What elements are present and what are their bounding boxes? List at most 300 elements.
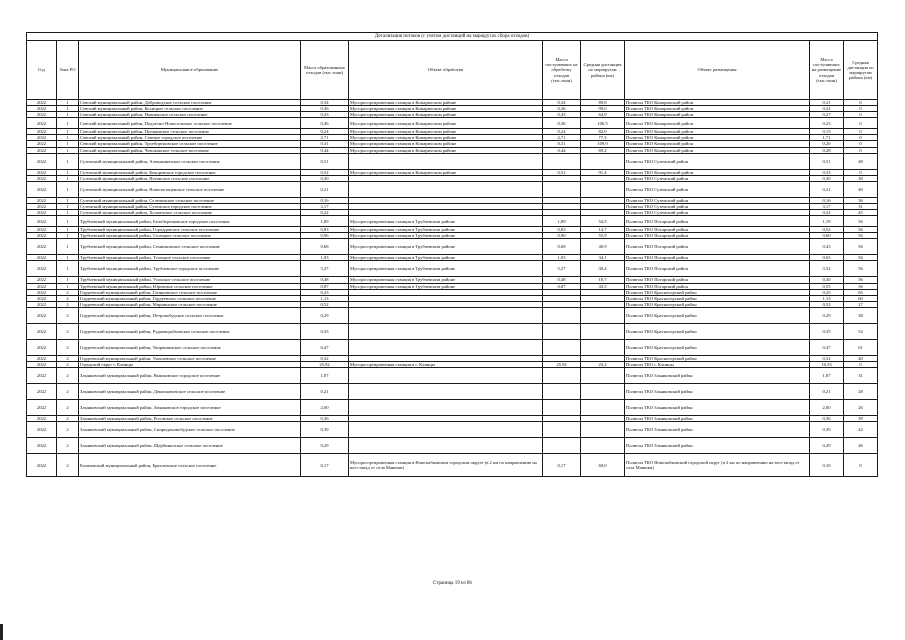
cell-avg-distance-disposal: 0 bbox=[844, 141, 878, 147]
cell-avg-distance-disposal: 42 bbox=[844, 422, 878, 438]
cell-avg-distance-processing: 14,7 bbox=[581, 227, 625, 233]
cell-zone: 2 bbox=[57, 384, 79, 400]
cell-municipality: Гордеевский муниципальный район, Творишинское сельское поселение bbox=[79, 339, 301, 355]
cell-mass-generated: 0,43 bbox=[301, 112, 349, 118]
cell-zone: 1 bbox=[57, 277, 79, 283]
cell-avg-distance-processing bbox=[581, 323, 625, 339]
cell-mass-generated: 0,44 bbox=[301, 147, 349, 153]
cell-processing-object: Мусоросортировочная станция в Комаричском районе bbox=[349, 169, 543, 175]
cell-municipality: Суземский муниципальный район, Негинское сельское поселение bbox=[79, 175, 301, 181]
cell-avg-distance-disposal: 40 bbox=[844, 355, 878, 361]
cell-municipality: Климовский муниципальный район, Брахловское сельское поселение bbox=[79, 454, 301, 477]
cell-processing-object bbox=[349, 153, 543, 169]
cell-avg-distance-processing: 91,4 bbox=[581, 169, 625, 175]
cell-disposal-object: Полигон ТКО Суземский район bbox=[625, 175, 810, 181]
cell-avg-distance-processing: 89,8 bbox=[581, 100, 625, 106]
cell-disposal-object: Полигон ТКО Комаричский район bbox=[625, 147, 810, 153]
cell-avg-distance-disposal: 31 bbox=[844, 203, 878, 209]
cell-avg-distance-processing: 64,9 bbox=[581, 112, 625, 118]
cell-disposal-object: Полигон ТКО Красногорский район bbox=[625, 307, 810, 323]
cell-processing-object: Мусоросортировочная станция в Комаричском районе bbox=[349, 141, 543, 147]
cell-municipality: Злынковский муниципальный район, Злынковское городское поселение bbox=[79, 400, 301, 416]
cell-disposal-object: Полигон ТКО Погарский район bbox=[625, 261, 810, 277]
cell-mass-to-disposal: 0,43 bbox=[810, 239, 844, 255]
cell-municipality: Суземский муниципальный район, Кокоревское городское поселение bbox=[79, 169, 301, 175]
cell-zone: 2 bbox=[57, 323, 79, 339]
cell-processing-object: Мусоросортировочная станция в Комаричском районе bbox=[349, 112, 543, 118]
cell-avg-distance-processing: 82,0 bbox=[581, 129, 625, 135]
cell-mass-to-processing bbox=[543, 400, 581, 416]
cell-zone: 2 bbox=[57, 368, 79, 384]
cell-municipality: Севский муниципальный район, Доброводское сельское поселение bbox=[79, 100, 301, 106]
cell-zone: 2 bbox=[57, 438, 79, 454]
page-number: Страница 19 из 86 bbox=[433, 581, 472, 586]
cell-mass-generated: 0,68 bbox=[301, 239, 349, 255]
cell-year: 2022 bbox=[27, 454, 57, 477]
cell-avg-distance-processing: 77,3 bbox=[581, 135, 625, 141]
cell-mass-generated: 0,36 bbox=[301, 416, 349, 422]
cell-mass-to-disposal: 0,60 bbox=[810, 233, 844, 239]
cell-mass-to-processing: 25,92 bbox=[543, 361, 581, 367]
cell-municipality: Злынковский муниципальный район, Спиридоновобудское сельское поселение bbox=[79, 422, 301, 438]
table-row bbox=[27, 307, 878, 323]
cell-mass-to-disposal: 1,07 bbox=[810, 368, 844, 384]
cell-municipality: Трубчевский муниципальный район, Белоберезковское городское поселение bbox=[79, 216, 301, 227]
cell-mass-to-disposal: 16,33 bbox=[810, 361, 844, 367]
cell-mass-generated: 0,39 bbox=[301, 422, 349, 438]
cell-disposal-object: Полигон ТКО Злынковский район bbox=[625, 368, 810, 384]
cell-mass-generated: 2,71 bbox=[301, 135, 349, 141]
cell-processing-object: Мусоросортировочная станция в Комаричском районе bbox=[349, 106, 543, 112]
cell-mass-to-disposal: 0,21 bbox=[810, 100, 844, 106]
cell-mass-to-processing bbox=[543, 368, 581, 384]
cell-avg-distance-processing bbox=[581, 438, 625, 454]
cell-year: 2022 bbox=[27, 422, 57, 438]
cell-avg-distance-processing bbox=[581, 400, 625, 416]
table-caption: Детализация потоков (с учетом дистанций на маршрутах сбора отходов) bbox=[27, 33, 878, 41]
cell-mass-to-processing: 0,83 bbox=[543, 227, 581, 233]
cell-mass-to-processing: 0,48 bbox=[543, 277, 581, 283]
cell-avg-distance-processing bbox=[581, 307, 625, 323]
cell-avg-distance-processing: 43,3 bbox=[581, 283, 625, 289]
cell-avg-distance-disposal: 56 bbox=[844, 261, 878, 277]
cell-disposal-object: Полигон ТКО Погарский район bbox=[625, 255, 810, 261]
cell-disposal-object: Полигон ТКО Погарский район bbox=[625, 239, 810, 255]
cell-mass-to-disposal: 0,29 bbox=[810, 438, 844, 454]
cell-municipality: Севский муниципальный район, Троебортновское сельское поселение bbox=[79, 141, 301, 147]
cell-avg-distance-disposal: 38 bbox=[844, 307, 878, 323]
cell-processing-object: Мусоросортировочная станция в Комаричском районе bbox=[349, 147, 543, 153]
cell-disposal-object: Полигон ТКО Злынковский район bbox=[625, 422, 810, 438]
cell-mass-generated: 0,24 bbox=[301, 129, 349, 135]
cell-zone: 2 bbox=[57, 454, 79, 477]
waste-flow-table bbox=[26, 32, 878, 477]
cell-mass-generated: 0,31 bbox=[301, 141, 349, 147]
cell-municipality: Трубчевский муниципальный район, Трубчевское городское поселение bbox=[79, 261, 301, 277]
cell-zone: 1 bbox=[57, 261, 79, 277]
cell-avg-distance-processing bbox=[581, 153, 625, 169]
cell-avg-distance-disposal: 56 bbox=[844, 255, 878, 261]
cell-mass-to-processing: 0,44 bbox=[543, 147, 581, 153]
cell-disposal-object: Полигон ТКО Суземский район bbox=[625, 203, 810, 209]
cell-mass-to-disposal: 0,29 bbox=[810, 307, 844, 323]
cell-mass-generated: 0,51 bbox=[301, 153, 349, 169]
cell-disposal-object: Полигон ТКО Красногорский район bbox=[625, 295, 810, 301]
cell-zone: 1 bbox=[57, 227, 79, 233]
cell-processing-object: Мусоросортировочная станция в Трубчевском районе bbox=[349, 227, 543, 233]
cell-disposal-object: Полигон ТКО Погарский район bbox=[625, 277, 810, 283]
cell-year: 2022 bbox=[27, 227, 57, 233]
cell-mass-generated: 0,29 bbox=[301, 307, 349, 323]
cell-avg-distance-disposal: 0 bbox=[844, 454, 878, 477]
cell-mass-to-processing: 0,68 bbox=[543, 239, 581, 255]
table-row bbox=[27, 323, 878, 339]
cell-mass-to-disposal: 0,52 bbox=[810, 301, 844, 307]
table-row bbox=[27, 118, 878, 129]
cell-year: 2022 bbox=[27, 368, 57, 384]
cell-zone: 1 bbox=[57, 283, 79, 289]
header-mass-to-processing: Масса поступивших на обработку отходов (тыс.тонн) bbox=[543, 41, 581, 100]
cell-year: 2022 bbox=[27, 181, 57, 197]
cell-municipality: Суземский муниципальный район, Суземское городское поселение bbox=[79, 203, 301, 209]
cell-year: 2022 bbox=[27, 216, 57, 227]
cell-municipality: Гордеевский муниципальный район, Уношевское сельское поселение bbox=[79, 355, 301, 361]
cell-processing-object: Мусоросортировочная станция в Трубчевском районе bbox=[349, 216, 543, 227]
cell-mass-to-processing bbox=[543, 438, 581, 454]
cell-mass-generated: 0,87 bbox=[301, 283, 349, 289]
cell-mass-to-disposal: 1,13 bbox=[810, 295, 844, 301]
cell-mass-to-disposal: 2,00 bbox=[810, 400, 844, 416]
cell-zone: 2 bbox=[57, 416, 79, 422]
cell-municipality: Трубчевский муниципальный район, Семячковское сельское поселение bbox=[79, 239, 301, 255]
cell-mass-to-disposal: 0,55 bbox=[810, 283, 844, 289]
cell-zone: 1 bbox=[57, 169, 79, 175]
cell-disposal-object: Полигон ТКО г. Клинцы bbox=[625, 361, 810, 367]
cell-mass-to-disposal: 3,17 bbox=[810, 203, 844, 209]
cell-mass-generated: 0,22 bbox=[301, 210, 349, 216]
cell-avg-distance-disposal: 26 bbox=[844, 400, 878, 416]
cell-zone: 1 bbox=[57, 216, 79, 227]
cell-mass-generated: 0,21 bbox=[301, 384, 349, 400]
cell-year: 2022 bbox=[27, 106, 57, 112]
cell-avg-distance-processing: 100,5 bbox=[581, 118, 625, 129]
cell-zone: 1 bbox=[57, 141, 79, 147]
cell-mass-generated: 1,89 bbox=[301, 216, 349, 227]
cell-mass-to-disposal: 3,32 bbox=[810, 261, 844, 277]
cell-disposal-object: Полигон ТКО Новозыбковский городской округ (в 2 км по направлению на юго-запад от села Манюки) bbox=[625, 454, 810, 477]
cell-mass-to-processing: 0,52 bbox=[543, 169, 581, 175]
cell-mass-to-processing bbox=[543, 153, 581, 169]
cell-mass-to-disposal: 0,33 bbox=[810, 169, 844, 175]
cell-avg-distance-disposal: 52 bbox=[844, 323, 878, 339]
cell-zone: 1 bbox=[57, 175, 79, 181]
cell-avg-distance-disposal: 0 bbox=[844, 100, 878, 106]
cell-zone: 1 bbox=[57, 118, 79, 129]
cell-zone: 2 bbox=[57, 339, 79, 355]
cell-mass-to-disposal: 0,65 bbox=[810, 255, 844, 261]
table-row bbox=[27, 400, 878, 416]
cell-mass-to-disposal: 0,22 bbox=[810, 210, 844, 216]
cell-disposal-object: Полигон ТКО Погарский район bbox=[625, 216, 810, 227]
cell-zone: 1 bbox=[57, 233, 79, 239]
cell-disposal-object: Полигон ТКО Комаричский район bbox=[625, 112, 810, 118]
cell-processing-object: Мусоросортировочная станция в Комаричском районе bbox=[349, 100, 543, 106]
cell-avg-distance-disposal: 56 bbox=[844, 239, 878, 255]
cell-mass-to-disposal: 0,10 bbox=[810, 454, 844, 477]
header-avg-distance-disposal: Средняя дистанция по маршрутам района (км) bbox=[844, 41, 878, 100]
cell-disposal-object: Полигон ТКО Красногорский район bbox=[625, 289, 810, 295]
cell-avg-distance-disposal: 28 bbox=[844, 384, 878, 400]
cell-year: 2022 bbox=[27, 203, 57, 209]
cell-mass-to-disposal: 0,36 bbox=[810, 416, 844, 422]
cell-avg-distance-disposal: 0 bbox=[844, 112, 878, 118]
cell-zone: 1 bbox=[57, 239, 79, 255]
cell-avg-distance-processing bbox=[581, 384, 625, 400]
cell-mass-to-processing: 0,24 bbox=[543, 129, 581, 135]
cell-processing-object: Мусоросортировочная станция в Трубчевском районе bbox=[349, 283, 543, 289]
cell-year: 2022 bbox=[27, 233, 57, 239]
cell-mass-generated: 0,52 bbox=[301, 301, 349, 307]
cell-processing-object bbox=[349, 368, 543, 384]
cell-mass-generated: 0,29 bbox=[301, 438, 349, 454]
cell-zone: 2 bbox=[57, 295, 79, 301]
table-row bbox=[27, 422, 878, 438]
cell-disposal-object: Полигон ТКО Комаричский район bbox=[625, 118, 810, 129]
cell-disposal-object: Полигон ТКО Комаричский район bbox=[625, 169, 810, 175]
cell-municipality: Севский муниципальный район, Новоямское сельское поселение bbox=[79, 112, 301, 118]
cell-processing-object: Мусоросортировочная станция в Комаричском районе bbox=[349, 118, 543, 129]
cell-year: 2022 bbox=[27, 175, 57, 181]
cell-zone: 1 bbox=[57, 147, 79, 153]
cell-year: 2022 bbox=[27, 129, 57, 135]
header-mass-to-disposal: Масса поступивших на размещение отходов (тыс.тонн) bbox=[810, 41, 844, 100]
cell-processing-object: Мусоросортировочная станция в Комаричском районе bbox=[349, 135, 543, 141]
table-row bbox=[27, 216, 878, 227]
cell-year: 2022 bbox=[27, 416, 57, 422]
cell-processing-object bbox=[349, 307, 543, 323]
cell-mass-to-disposal: 0,25 bbox=[810, 289, 844, 295]
cell-avg-distance-processing: 109,9 bbox=[581, 141, 625, 147]
cell-mass-to-disposal: 1,71 bbox=[810, 135, 844, 141]
cell-processing-object bbox=[349, 339, 543, 355]
cell-year: 2022 bbox=[27, 361, 57, 367]
cell-mass-to-disposal: 0,51 bbox=[810, 153, 844, 169]
cell-year: 2022 bbox=[27, 112, 57, 118]
cell-mass-to-disposal: 0,28 bbox=[810, 147, 844, 153]
cell-municipality: Трубчевский муниципальный район, Юровское сельское поселение bbox=[79, 283, 301, 289]
cell-avg-distance-processing: 60,0 bbox=[581, 454, 625, 477]
cell-mass-to-processing: 0,87 bbox=[543, 283, 581, 289]
cell-mass-to-disposal: 0,27 bbox=[810, 112, 844, 118]
cell-processing-object bbox=[349, 323, 543, 339]
cell-zone: 2 bbox=[57, 422, 79, 438]
cell-zone: 1 bbox=[57, 112, 79, 118]
cell-year: 2022 bbox=[27, 261, 57, 277]
cell-year: 2022 bbox=[27, 147, 57, 153]
cell-zone: 1 bbox=[57, 135, 79, 141]
cell-mass-to-disposal: 0,30 bbox=[810, 277, 844, 283]
cell-avg-distance-disposal: 0 bbox=[844, 129, 878, 135]
cell-year: 2022 bbox=[27, 135, 57, 141]
cell-disposal-object: Полигон ТКО Комаричский район bbox=[625, 141, 810, 147]
cell-disposal-object: Полигон ТКО Красногорский район bbox=[625, 339, 810, 355]
cell-avg-distance-disposal: 56 bbox=[844, 227, 878, 233]
cell-mass-to-processing bbox=[543, 307, 581, 323]
cell-municipality: Гордеевский муниципальный район, Рудневоробьевское сельское поселение bbox=[79, 323, 301, 339]
cell-processing-object bbox=[349, 422, 543, 438]
cell-mass-generated: 0,47 bbox=[301, 339, 349, 355]
cell-mass-to-disposal: 0,21 bbox=[810, 181, 844, 197]
cell-avg-distance-processing: 99,0 bbox=[581, 106, 625, 112]
cell-avg-distance-processing: 30,4 bbox=[581, 261, 625, 277]
cell-disposal-object: Полигон ТКО Суземский район bbox=[625, 181, 810, 197]
cell-municipality: Гордеевский муниципальный район, Гордеевское сельское поселение bbox=[79, 295, 301, 301]
cell-disposal-object: Полигон ТКО Злынковский район bbox=[625, 416, 810, 422]
cell-disposal-object: Полигон ТКО Погарский район bbox=[625, 227, 810, 233]
cell-avg-distance-disposal: 46 bbox=[844, 438, 878, 454]
cell-municipality: Трубчевский муниципальный район, Телецкое сельское поселение bbox=[79, 255, 301, 261]
cell-municipality: Гордеевский муниципальный район, Мирнинское сельское поселение bbox=[79, 301, 301, 307]
cell-year: 2022 bbox=[27, 277, 57, 283]
cell-zone: 1 bbox=[57, 197, 79, 203]
table-row bbox=[27, 261, 878, 277]
table-header-row bbox=[27, 41, 878, 100]
cell-year: 2022 bbox=[27, 384, 57, 400]
cell-processing-object: Мусоросортировочная станция в Трубчевском районе bbox=[349, 239, 543, 255]
cell-disposal-object: Полигон ТКО Суземский район bbox=[625, 153, 810, 169]
cell-disposal-object: Полигон ТКО Красногорский район bbox=[625, 355, 810, 361]
table-row bbox=[27, 438, 878, 454]
table-body bbox=[27, 100, 878, 477]
cell-mass-generated: 5,27 bbox=[301, 261, 349, 277]
cell-year: 2022 bbox=[27, 197, 57, 203]
cell-mass-to-processing: 1,03 bbox=[543, 255, 581, 261]
cell-avg-distance-disposal: 30 bbox=[844, 175, 878, 181]
cell-mass-to-processing: 0,36 bbox=[543, 106, 581, 112]
cell-year: 2022 bbox=[27, 210, 57, 216]
cell-processing-object: Мусоросортировочная станция в Новозыбковском городском округе (в 2 км по направлению на юго-запад от села Манюки) bbox=[349, 454, 543, 477]
cell-year: 2022 bbox=[27, 355, 57, 361]
cell-avg-distance-processing: 40,9 bbox=[581, 239, 625, 255]
cell-mass-to-disposal: 0,22 bbox=[810, 106, 844, 112]
cell-processing-object: Мусоросортировочная станция в Трубчевском районе bbox=[349, 261, 543, 277]
cell-processing-object: Мусоросортировочная станция в Трубчевском районе bbox=[349, 255, 543, 261]
cell-avg-distance-disposal: 56 bbox=[844, 283, 878, 289]
cell-municipality: Суземский муниципальный район, Селечинское сельское поселение bbox=[79, 197, 301, 203]
table-row bbox=[27, 454, 878, 477]
cell-municipality: Гордеевский муниципальный район, Глинновское сельское поселение bbox=[79, 289, 301, 295]
cell-disposal-object: Полигон ТКО Погарский район bbox=[625, 233, 810, 239]
cell-municipality: Городской округ г. Клинцы bbox=[79, 361, 301, 367]
cell-avg-distance-disposal: 40 bbox=[844, 181, 878, 197]
header-mass-generated: Масса образованных отходов (тыс.тонн) bbox=[301, 41, 349, 100]
cell-year: 2022 bbox=[27, 438, 57, 454]
cell-municipality: Злынковский муниципальный район, Роговское сельское поселение bbox=[79, 416, 301, 422]
cell-mass-to-disposal: 0,21 bbox=[810, 384, 844, 400]
cell-mass-to-processing: 5,27 bbox=[543, 261, 581, 277]
cell-avg-distance-processing: 55,9 bbox=[581, 233, 625, 239]
cell-mass-generated: 0,25 bbox=[301, 289, 349, 295]
cell-year: 2022 bbox=[27, 255, 57, 261]
cell-disposal-object: Полигон ТКО Погарский район bbox=[625, 283, 810, 289]
cell-mass-generated: 2,00 bbox=[301, 400, 349, 416]
cell-municipality: Трубчевский муниципальный район, Усохское сельское поселение bbox=[79, 277, 301, 283]
cell-disposal-object: Полигон ТКО Злынковский район bbox=[625, 400, 810, 416]
cell-mass-to-processing: 0,43 bbox=[543, 112, 581, 118]
cell-avg-distance-processing: 34,1 bbox=[581, 255, 625, 261]
cell-municipality: Злынковский муниципальный район, Вышковское городское поселение bbox=[79, 368, 301, 384]
cell-municipality: Суземский муниципальный район, Алешковичское сельское поселение bbox=[79, 153, 301, 169]
cell-mass-to-processing: 0,36 bbox=[543, 118, 581, 129]
cell-mass-to-processing bbox=[543, 422, 581, 438]
cell-avg-distance-disposal: 48 bbox=[844, 153, 878, 169]
cell-processing-object: Мусоросортировочная станция в Трубчевском районе bbox=[349, 277, 543, 283]
cell-disposal-object: Полигон ТКО Комаричский район bbox=[625, 129, 810, 135]
cell-disposal-object: Полигон ТКО Злынковский район bbox=[625, 384, 810, 400]
cell-mass-to-disposal: 0,52 bbox=[810, 227, 844, 233]
cell-mass-to-disposal: 0,47 bbox=[810, 339, 844, 355]
cell-avg-distance-processing bbox=[581, 422, 625, 438]
cell-mass-to-processing: 0,96 bbox=[543, 233, 581, 239]
cell-mass-to-processing: 0,31 bbox=[543, 141, 581, 147]
cell-avg-distance-disposal: 31 bbox=[844, 368, 878, 384]
cell-mass-generated: 0,17 bbox=[301, 454, 349, 477]
cell-mass-generated: 0,52 bbox=[301, 169, 349, 175]
document-sheet bbox=[26, 32, 877, 477]
cell-avg-distance-disposal: 0 bbox=[844, 147, 878, 153]
cell-mass-generated: 1,13 bbox=[301, 295, 349, 301]
cell-year: 2022 bbox=[27, 100, 57, 106]
table-row bbox=[27, 239, 878, 255]
cell-mass-generated: 0,96 bbox=[301, 233, 349, 239]
cell-avg-distance-disposal: 39 bbox=[844, 416, 878, 422]
cell-avg-distance-processing bbox=[581, 339, 625, 355]
cell-year: 2022 bbox=[27, 307, 57, 323]
cell-mass-generated: 0,35 bbox=[301, 323, 349, 339]
cell-mass-to-processing: 0,34 bbox=[543, 100, 581, 106]
cell-year: 2022 bbox=[27, 289, 57, 295]
cell-disposal-object: Полигон ТКО Комаричский район bbox=[625, 106, 810, 112]
cell-disposal-object: Полигон ТКО Красногорский район bbox=[625, 323, 810, 339]
cell-mass-to-disposal: 1,19 bbox=[810, 216, 844, 227]
cell-municipality: Севский муниципальный район, Косицкое сельское поселение bbox=[79, 106, 301, 112]
cell-mass-to-processing bbox=[543, 181, 581, 197]
cell-avg-distance-disposal: 65 bbox=[844, 289, 878, 295]
cell-avg-distance-disposal: 56 bbox=[844, 216, 878, 227]
cell-municipality: Злынковский муниципальный район, Щербиничское сельское поселение bbox=[79, 438, 301, 454]
cell-year: 2022 bbox=[27, 283, 57, 289]
cell-mass-to-disposal: 0,23 bbox=[810, 118, 844, 129]
header-zone: Зона РО bbox=[57, 41, 79, 100]
cell-avg-distance-disposal: 0 bbox=[844, 135, 878, 141]
cell-avg-distance-processing bbox=[581, 368, 625, 384]
cell-mass-generated: 3,17 bbox=[301, 203, 349, 209]
cell-mass-to-processing: 0,17 bbox=[543, 454, 581, 477]
cell-zone: 1 bbox=[57, 203, 79, 209]
table-row bbox=[27, 368, 878, 384]
header-avg-distance-processing: Средняя дистанция по маршрутам района (км) bbox=[581, 41, 625, 100]
table-row bbox=[27, 339, 878, 355]
cell-year: 2022 bbox=[27, 239, 57, 255]
cell-avg-distance-disposal: 56 bbox=[844, 277, 878, 283]
cell-avg-distance-processing: 24,2 bbox=[581, 361, 625, 367]
cell-mass-to-disposal: 0,30 bbox=[810, 175, 844, 181]
cell-processing-object bbox=[349, 400, 543, 416]
cell-year: 2022 bbox=[27, 339, 57, 355]
cell-avg-distance-disposal: 56 bbox=[844, 233, 878, 239]
cell-avg-distance-disposal: 61 bbox=[844, 339, 878, 355]
cell-avg-distance-processing bbox=[581, 181, 625, 197]
